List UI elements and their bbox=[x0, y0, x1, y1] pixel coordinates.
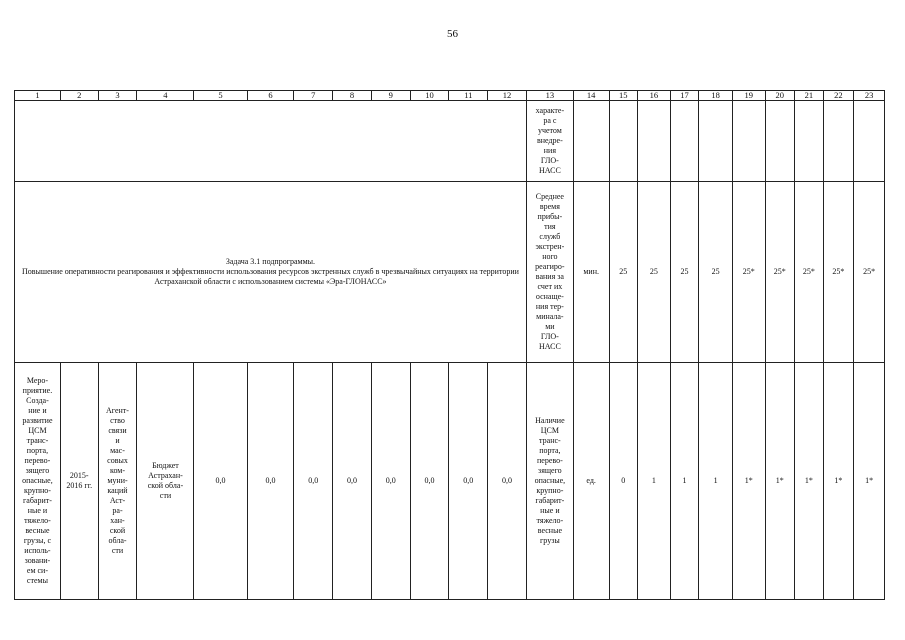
column-number: 17 bbox=[670, 91, 699, 101]
empty-cell bbox=[765, 101, 795, 182]
unit-cell: ед. bbox=[573, 363, 609, 600]
empty-cell bbox=[732, 101, 765, 182]
finance-cell: 0,0 bbox=[410, 363, 449, 600]
value-cell: 0 bbox=[609, 363, 638, 600]
empty-cell bbox=[854, 101, 885, 182]
indicator-cell: Наличие ЦСМ транс- порта, перево- зящего опасные, крупно- габарит- ные и тяжело- весные грузы bbox=[526, 363, 573, 600]
finance-cell: 0,0 bbox=[449, 363, 488, 600]
value-cell: 1* bbox=[823, 363, 854, 600]
column-number: 4 bbox=[137, 91, 194, 101]
task-title-cell bbox=[15, 182, 527, 363]
column-number: 3 bbox=[98, 91, 137, 101]
column-number: 22 bbox=[823, 91, 854, 101]
value-cell: 1* bbox=[854, 363, 885, 600]
finance-cell: 0,0 bbox=[294, 363, 333, 600]
column-number: 1 bbox=[15, 91, 61, 101]
unit-cell: мин. bbox=[573, 182, 609, 363]
continuation-row bbox=[15, 101, 885, 182]
funding-source-cell: Бюджет Астрахан- ской обла- сти bbox=[137, 363, 194, 600]
empty-cell bbox=[823, 101, 854, 182]
value-cell: 25* bbox=[732, 182, 765, 363]
empty-cell bbox=[638, 101, 671, 182]
measure-name-cell: Меро- приятие. Созда- ние и развитие ЦСМ транс- порта, перево- зящего опасные, крупно- габарит- ные и тяжело- весные грузы, с исполь- зовани- ем си- стемы bbox=[15, 363, 61, 600]
column-number: 18 bbox=[699, 91, 733, 101]
column-number: 7 bbox=[294, 91, 333, 101]
column-number: 10 bbox=[410, 91, 449, 101]
column-number: 5 bbox=[194, 91, 247, 101]
column-number: 23 bbox=[854, 91, 885, 101]
empty-cell bbox=[795, 101, 824, 182]
value-cell: 25* bbox=[854, 182, 885, 363]
column-number: 15 bbox=[609, 91, 638, 101]
value-cell: 25* bbox=[795, 182, 824, 363]
value-cell: 25 bbox=[670, 182, 699, 363]
column-number: 14 bbox=[573, 91, 609, 101]
empty-cell bbox=[699, 101, 733, 182]
column-number: 9 bbox=[371, 91, 410, 101]
column-number: 21 bbox=[795, 91, 824, 101]
column-number: 19 bbox=[732, 91, 765, 101]
value-cell: 1* bbox=[732, 363, 765, 600]
value-cell: 1 bbox=[638, 363, 671, 600]
executor-cell: Агент- ство связи и мас- совых ком- муни- каций Аст- ра- хан- ской обла- сти bbox=[98, 363, 137, 600]
value-cell: 1* bbox=[795, 363, 824, 600]
column-number: 11 bbox=[449, 91, 488, 101]
indicator-cell: Среднее время прибы- тия служб экстрен- ного реагиро- вания за счет их оснаще- ния тер- минала- ми ГЛО- НАСС bbox=[526, 182, 573, 363]
empty-cell bbox=[573, 101, 609, 182]
value-cell: 1* bbox=[765, 363, 795, 600]
empty-cell bbox=[670, 101, 699, 182]
column-number: 12 bbox=[488, 91, 527, 101]
empty-cell bbox=[609, 101, 638, 182]
value-cell: 25 bbox=[609, 182, 638, 363]
period-cell: 2015- 2016 гг. bbox=[60, 363, 98, 600]
task-row bbox=[15, 182, 885, 363]
page-number: 56 bbox=[447, 28, 458, 40]
column-number-row bbox=[15, 91, 885, 101]
value-cell: 25* bbox=[823, 182, 854, 363]
indicator-cell: характе- ра с учетом внедре- ния ГЛО- НАСС bbox=[526, 101, 573, 182]
value-cell: 25 bbox=[638, 182, 671, 363]
column-number: 8 bbox=[333, 91, 372, 101]
finance-cell: 0,0 bbox=[371, 363, 410, 600]
column-number: 6 bbox=[247, 91, 294, 101]
column-number: 2 bbox=[60, 91, 98, 101]
finance-cell: 0,0 bbox=[333, 363, 372, 600]
column-number: 16 bbox=[638, 91, 671, 101]
value-cell: 25* bbox=[765, 182, 795, 363]
finance-cell: 0,0 bbox=[194, 363, 247, 600]
value-cell: 1 bbox=[670, 363, 699, 600]
measure-row bbox=[15, 363, 885, 600]
column-number: 13 bbox=[526, 91, 573, 101]
finance-cell: 0,0 bbox=[488, 363, 527, 600]
empty-cell bbox=[15, 101, 527, 182]
finance-cell: 0,0 bbox=[247, 363, 294, 600]
value-cell: 25 bbox=[699, 182, 733, 363]
column-number: 20 bbox=[765, 91, 795, 101]
task-description: Повышение оперативности реагирования и эффективности использования ресурсов экстренных служб в чрезвычайных ситуациях на территории Астраханской области с использованием системы «Эра-ГЛОНАСС» bbox=[21, 267, 519, 286]
program-table bbox=[14, 90, 885, 600]
task-title: Задача 3.1 подпрограммы. bbox=[225, 257, 316, 266]
value-cell: 1 bbox=[699, 363, 733, 600]
